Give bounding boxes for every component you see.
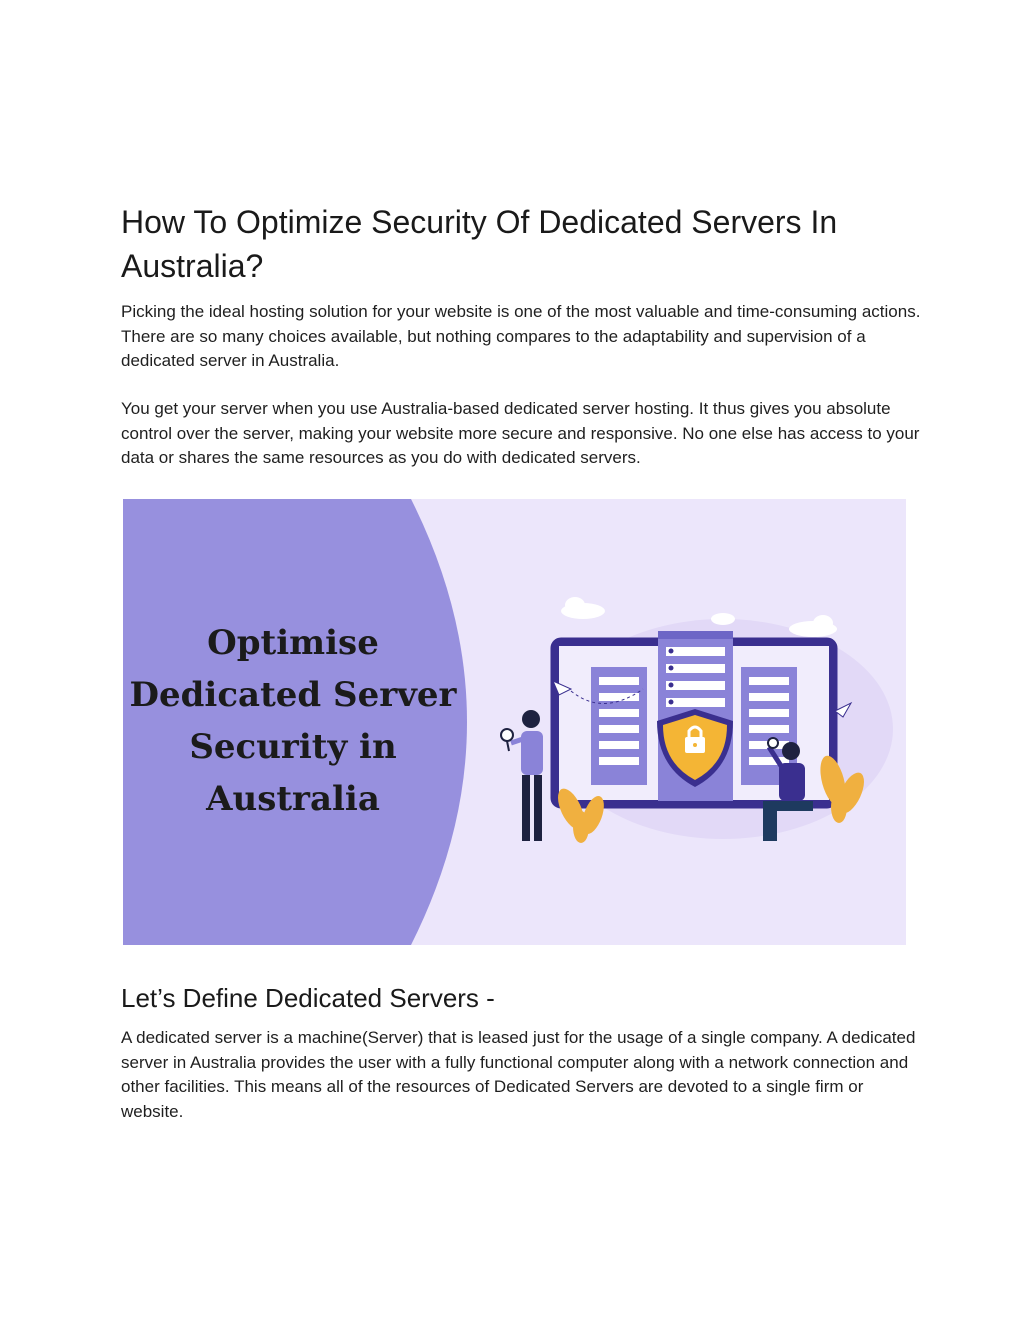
intro-paragraph: Picking the ideal hosting solution for your website is one of the most valuable and time-consuming actions. There are so many choices available, but nothing compares to the adaptability and supervision of a dedicated server in Australia. xyxy=(121,302,921,370)
hero-image xyxy=(123,499,906,945)
page-title: How To Optimize Security Of Dedicated Servers In Australia? xyxy=(121,204,838,284)
hero-title-line: Dedicated Server xyxy=(129,675,457,715)
hosting-paragraph: You get your server when you use Australia-based dedicated server hosting. It thus gives you absolute control over the server, making your website more secure and responsive. No one else has access to your data or shares the same resources as you do with dedicated servers. xyxy=(121,399,920,467)
hero-title xyxy=(123,617,463,825)
server-rack-left xyxy=(591,667,647,785)
magnifier-icon xyxy=(501,729,513,751)
hero-title-line: Security in xyxy=(189,727,397,767)
hero-title-line: Optimise xyxy=(207,623,379,663)
section-heading: Let’s Define Dedicated Servers - xyxy=(121,983,495,1013)
definition-paragraph: A dedicated server is a machine(Server) that is leased just for the usage of a single company. A dedicated server in Australia provides the user with a fully functional computer along with a network connection and other facilities. This means all of the resources of Dedicated Servers are devoted to a single firm or website. xyxy=(121,1028,916,1121)
hero-title-line: Australia xyxy=(206,779,380,819)
person-left xyxy=(511,710,543,841)
